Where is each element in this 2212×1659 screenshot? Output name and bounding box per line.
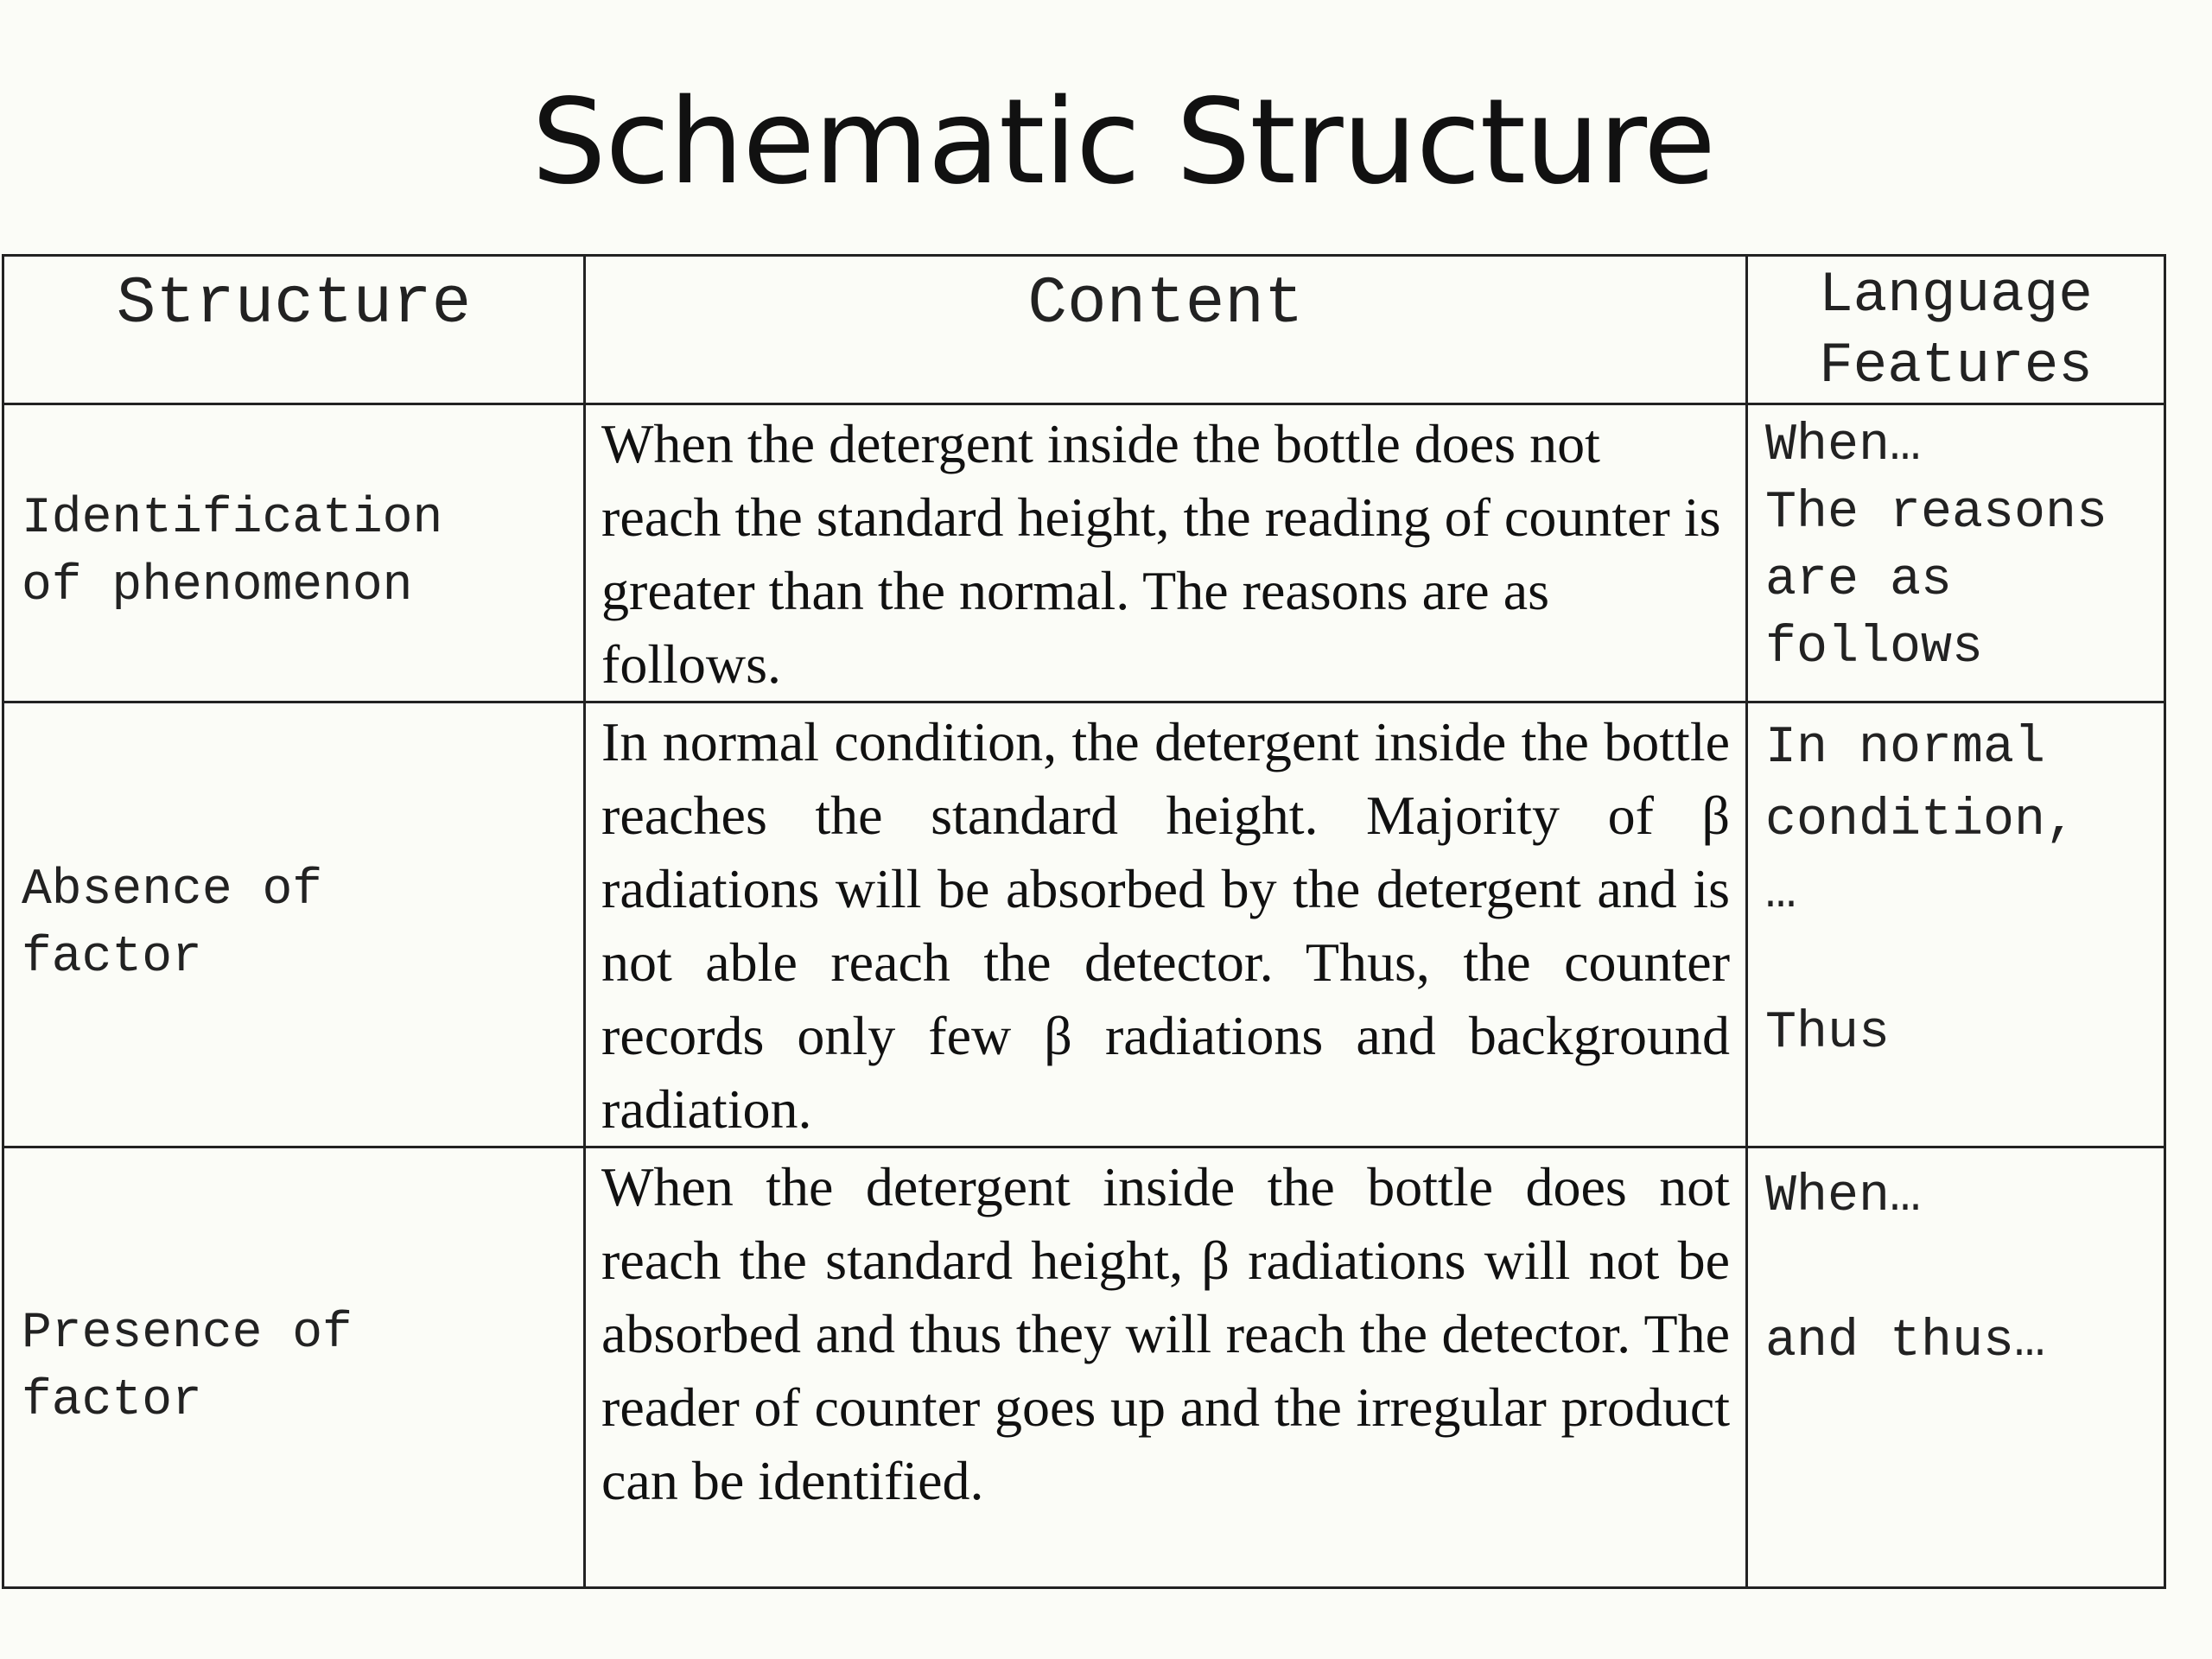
language-feature: In normal [1765,719,2046,778]
structure-cell [3,702,585,1147]
language-feature: When… [1765,1167,1922,1226]
language-features-cell [1747,404,2165,702]
structure-cell [3,1147,585,1588]
language-feature: The reasons [1765,484,2108,543]
table-row [3,1147,2165,1588]
content-cell: When the detergent inside the bottle does not reach the standard height, β radiations will not be absorbed and thus they will reach the detector. The reader of counter goes up and the irregular product can be identified. [585,1147,1747,1588]
table-row [3,702,2165,1147]
structure-label-line1: Identification [22,491,443,547]
structure-label-line1: Absence of [22,862,323,918]
language-feature: and thus… [1765,1313,2046,1371]
language-feature: are as [1765,551,1953,610]
language-feature: Thus [1765,1004,1891,1063]
spacer [1765,930,2155,997]
content-cell: When the detergent inside the bottle does not reach the standard height, the reading of counter is greater than the normal. The reasons are as follows. [585,404,1747,702]
header-structure: Structure [3,256,585,404]
language-feature: condition, [1765,791,2077,850]
language-feature: … [1765,864,1797,923]
structure-label-line2: of phenomenon [22,558,413,614]
structure-label-line1: Presence of [22,1305,353,1362]
table-row [3,404,2165,702]
spacer [1765,1233,2155,1306]
table-header-row [3,256,2165,404]
content-cell: In normal condition, the detergent inside the bottle reaches the standard height. Majority of β radiations will be absorbed by the detergent and is not able reach the detector. Thus, the counter records only few β radiations and background radiation. [585,702,1747,1147]
structure-cell [3,404,585,702]
header-language-line1: Language [1819,263,2093,327]
schematic-structure-table [2,254,2166,1589]
language-features-cell [1747,702,2165,1147]
header-language-line2: Features [1819,334,2093,398]
structure-label-line2: factor [22,930,202,986]
language-feature: follows [1765,619,1984,677]
header-content: Content [585,256,1747,404]
language-features-cell [1747,1147,2165,1588]
structure-label-line2: factor [22,1372,202,1429]
slide-title: Schematic Structure [531,74,1715,211]
language-feature: When… [1765,416,1922,475]
header-language-features [1747,256,2165,404]
